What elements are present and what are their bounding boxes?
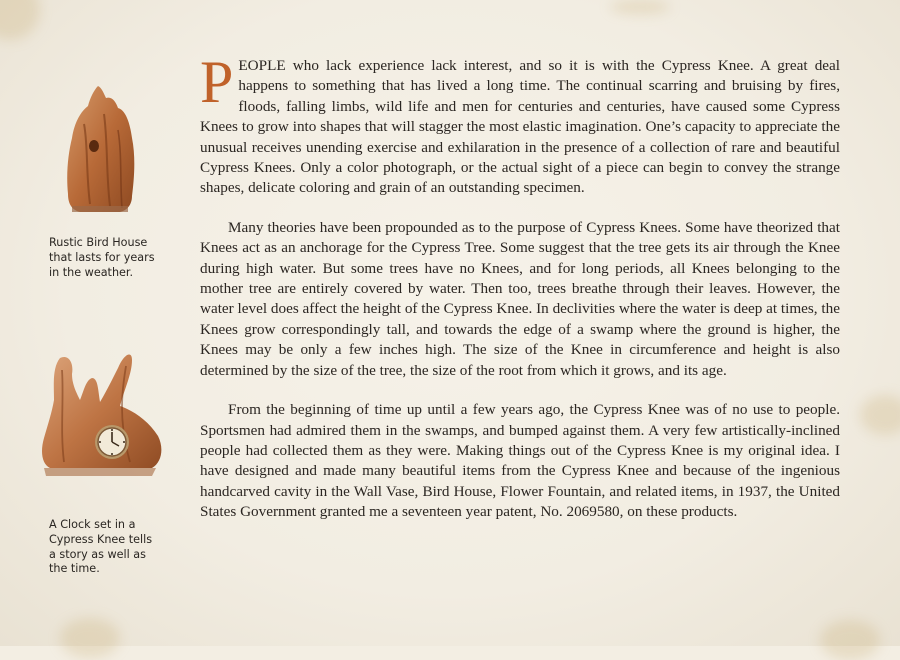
sidebar bbox=[0, 0, 190, 646]
paragraph-2: Many theories have been propounded as to the purpose of Cypress Knees. Some have theorized that Knees act as an anchorage for the Cypress Tree. Some suggest that the tree gets its air through the Knee during high water. But some trees have no Knees, and for long periods, all Knees belonging to the mother tree are entirely covered by water. Then too, trees breathe through their leaves. However, the water level does affect the height of the Cypress Knee. In declivities where the water is deep at times, the Knees grow correspondingly tall, and towards the edge of a swamp where the ground is higher, the Knees may be only a few inches high. The size of the Knee in circumference and height is also determined by the size of the tree, the size of the root from which it grows, and its age. bbox=[200, 218, 840, 379]
drop-cap: P bbox=[200, 49, 234, 115]
paper-stain bbox=[820, 620, 880, 660]
paragraph-1 bbox=[200, 49, 840, 199]
bird-house-photo bbox=[60, 84, 140, 216]
paragraph-1-text: EOPLE who lack experience lack interest, and so it is with the Cypress Knee. A great deal happens to something that has lived a long time. The continual scarring and bruising by fires, floods, falling limbs, wild life and men for centuries and centuries, have caused some Cypress Knees to grow into shapes that will stagger the most elastic imagination. One’s capacity to appreciate the unusual receives unending exercise and exhilaration in the presence of a collection of rare and beautiful Cypress Knees. Only a color photograph, or the actual sight of a piece can begin to convey the strange shapes, delicate coloring and grain of an outstanding specimen. bbox=[200, 57, 840, 197]
paper-stain bbox=[860, 395, 900, 435]
paper-stain bbox=[610, 0, 670, 14]
main-text bbox=[200, 49, 840, 523]
paragraph-3: From the beginning of time up until a few years ago, the Cypress Knee was of no use to people. Sportsmen had admired them in the swamps, and bumped against them. A very few artistically-inclined people had collected them as they were. Making things out of the Cypress Knee is my original idea. I have designed and made many beautiful items from the Cypress Knee and because of the ingenious handcarved cavity in the Wall Vase, Bird House, Flower Fountain, and related items, in 1937, the United States Government granted me a seventeen year patent, No. 2069580, on these products. bbox=[200, 401, 840, 521]
bird-house-caption: Rustic Bird House that lasts for years in the weather. bbox=[49, 236, 155, 279]
clock-photo bbox=[40, 350, 166, 478]
clock-caption: A Clock set in a Cypress Knee tells a story as well as the time. bbox=[49, 518, 153, 576]
